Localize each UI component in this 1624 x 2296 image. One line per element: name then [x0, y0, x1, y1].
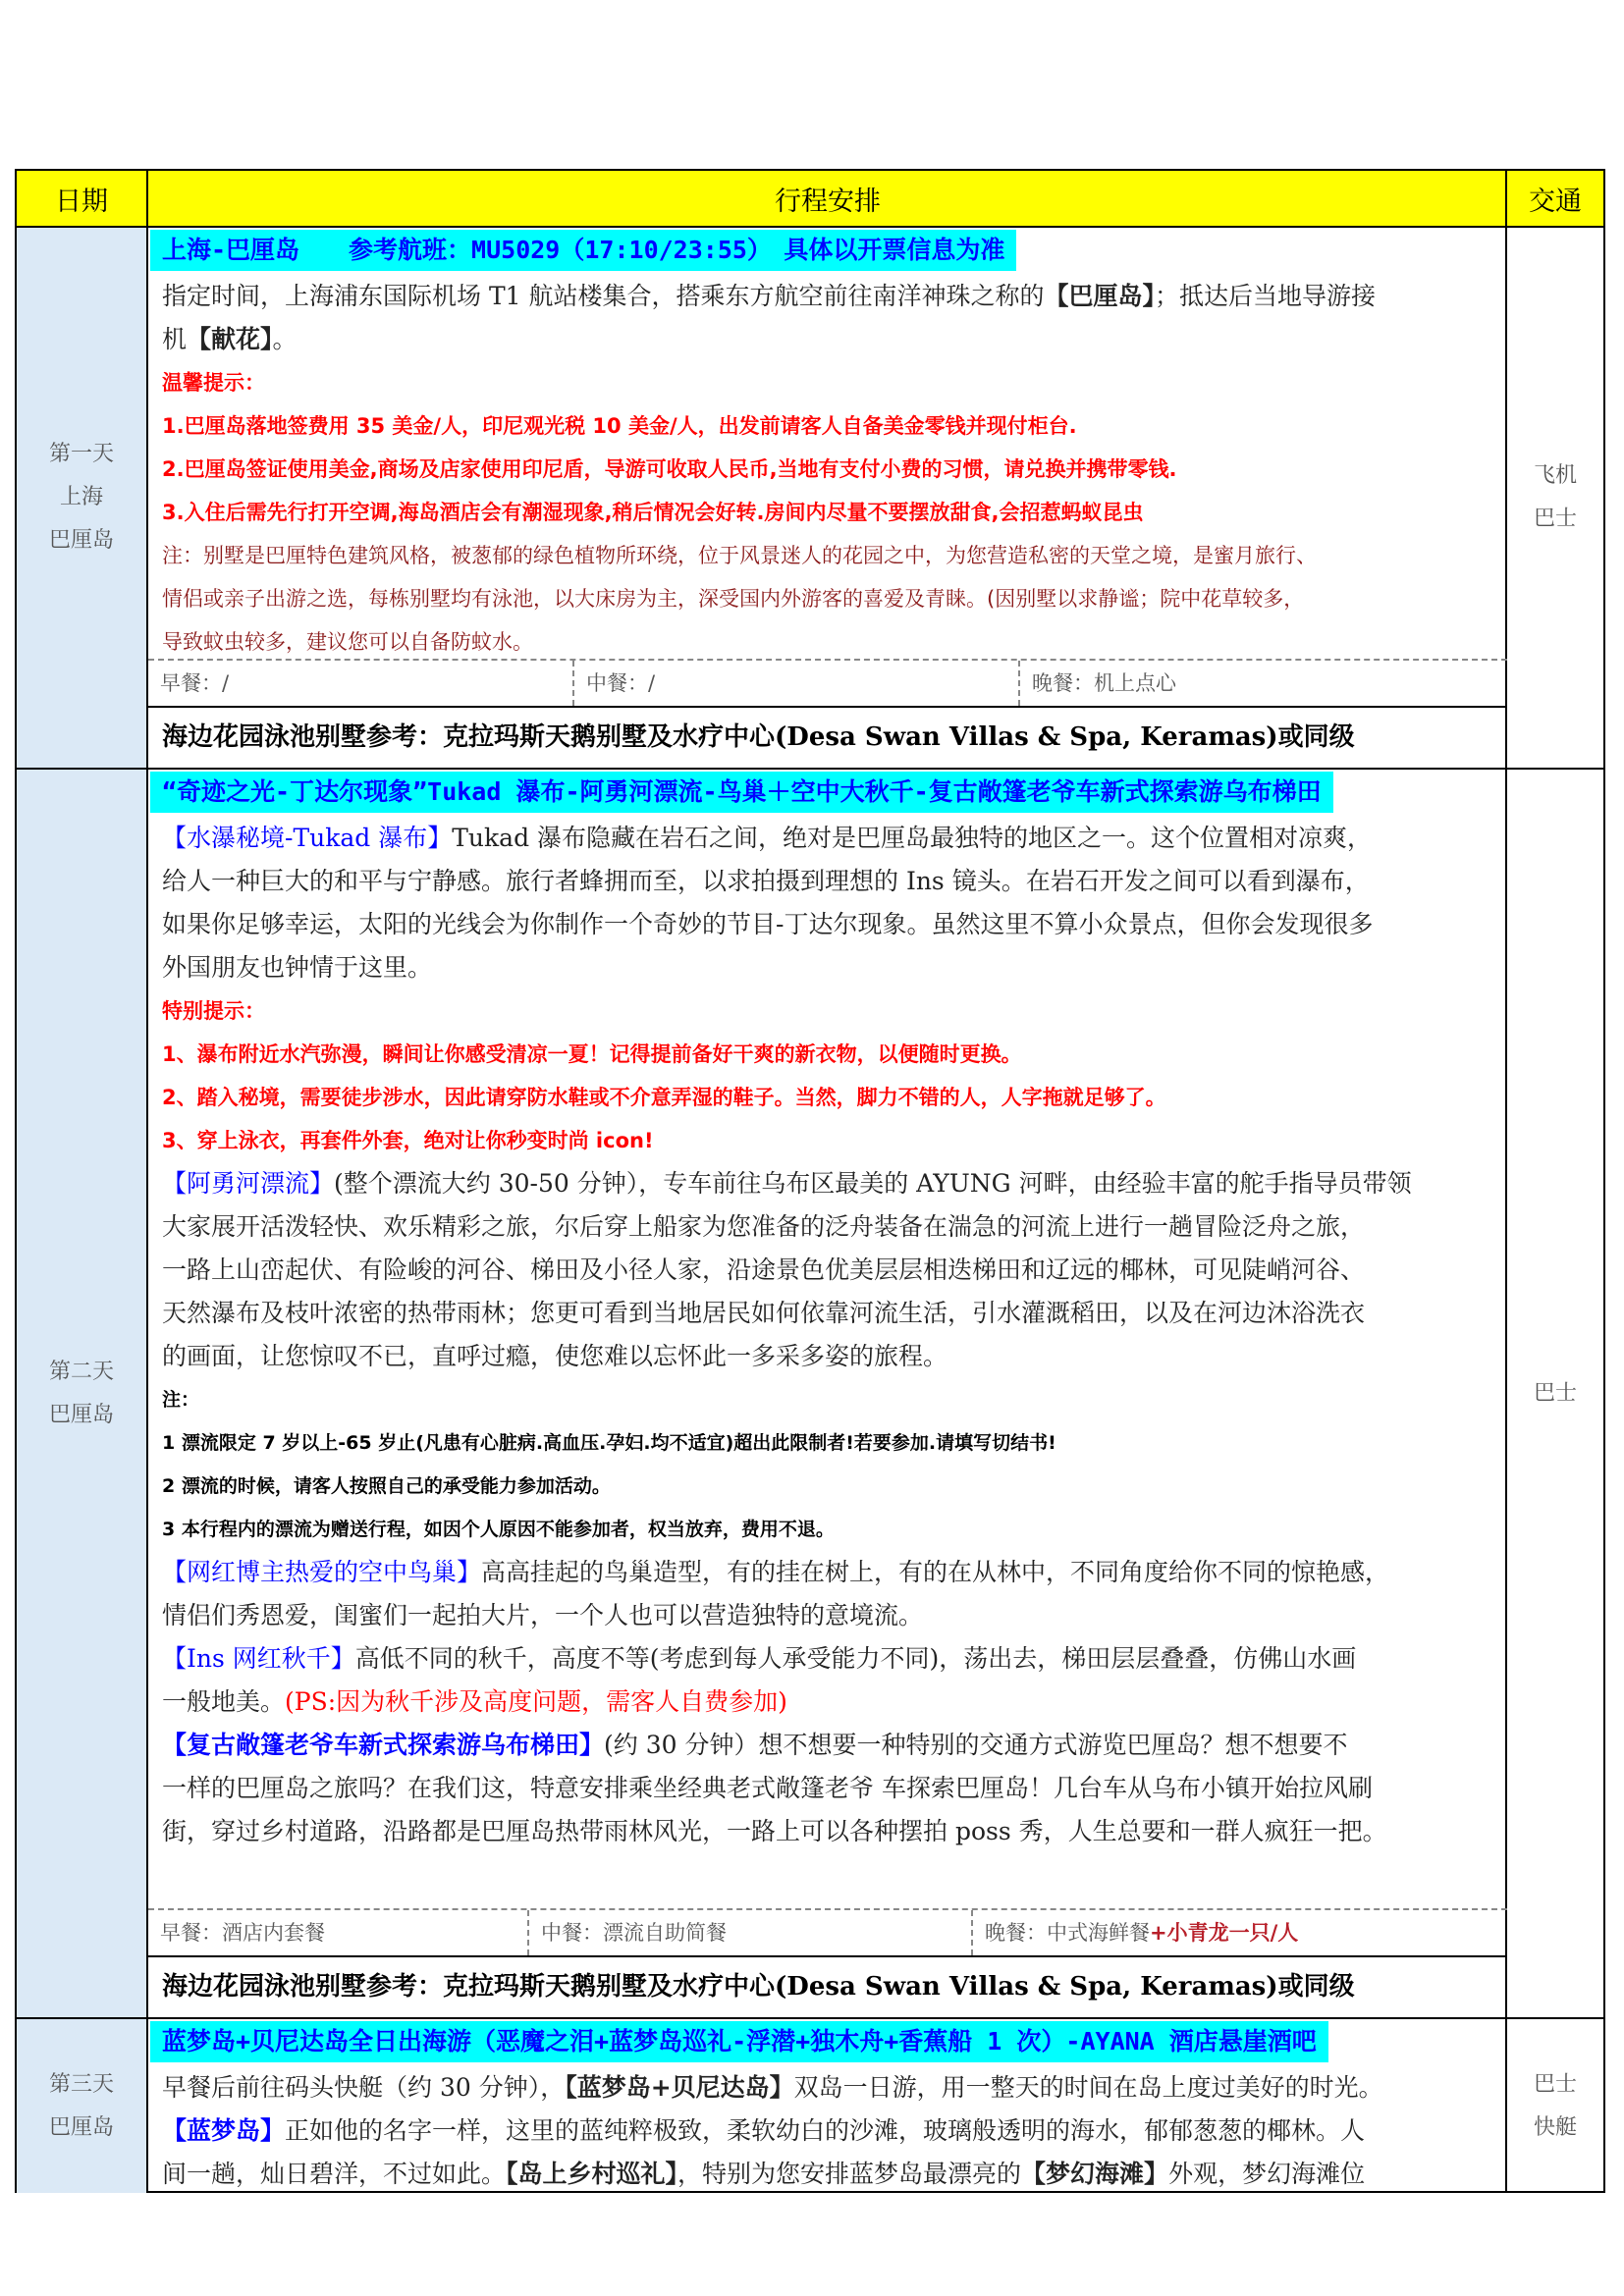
- content-line: 的画面，让您惊叹不已，直呼过瘾，使您难以忘怀此一多采多姿的旅程。: [162, 1342, 948, 1370]
- content-line: 早餐后前往码头快艇（约 30 分钟），【蓝梦岛+贝尼达岛】双岛一日游，用一整天的时间在岛上度过美好的时光。: [162, 2073, 1383, 2102]
- row-divider: [17, 768, 1603, 770]
- special-tip: 2、踏入秘境，需要徒步涉水，因此请穿防水鞋或不介意弄湿的鞋子。当然，脚力不错的人，人字拖就足够了。: [162, 1086, 1166, 1109]
- content-line: 大家展开活泼轻快、欢乐精彩之旅，尔后穿上船家为您准备的泛舟装备在湍急的河流上进行一趟冒险泛舟之旅，: [162, 1212, 1366, 1241]
- note-item: 1 漂流限定 7 岁以上-65 岁止(凡患有心脏病.高血压.孕妇.均不适宜)超出此限制者!若要参加.请填写切结书!: [162, 1432, 1056, 1454]
- transport-item: 巴士: [1533, 507, 1577, 531]
- day1-villa-note: 导致蚊虫较多，建议您可以自备防蚊水。: [162, 630, 533, 654]
- header-date: 日期: [17, 171, 146, 226]
- content-line: 【Ins 网红秋千】高低不同的秋千，高度不等(考虑到每人承受能力不同)，荡出去，梯田层层叠叠，仿佛山水画: [162, 1644, 1357, 1673]
- day3-date-cell: [17, 2019, 146, 2193]
- section-heading: 【阿勇河漂流】: [162, 1169, 335, 1198]
- breakfast: 早餐：酒店内套餐: [160, 1921, 325, 1945]
- special-tip: 3、穿上泳衣，再套件外套，绝对让你秒变时尚 icon!: [162, 1129, 654, 1152]
- itinerary-table: [15, 169, 1605, 2193]
- column-divider: [146, 171, 148, 2191]
- transport-item: 快艇: [1533, 2114, 1577, 2140]
- day3-title: 蓝梦岛+贝尼达岛全日出海游（恶魔之泪+蓝梦岛巡礼-浮潜+独木舟+香蕉船 1 次）-AYANA 酒店悬崖酒吧: [150, 2021, 1328, 2062]
- note-title: 注：: [162, 1389, 200, 1411]
- section-heading: 【网红博主热爱的空中鸟巢】: [162, 1558, 482, 1586]
- content-line: 如果你足够幸运，太阳的光线会为你制作一个奇妙的节目-丁达尔现象。虽然这里不算小众景点，但你会发现很多: [162, 910, 1374, 938]
- dinner: 晚餐：机上点心: [1032, 671, 1176, 695]
- content-line: 情侣们秀恩爱，闺蜜们一起拍大片，一个人也可以营造独特的意境流。: [162, 1601, 924, 1629]
- header-transport: 交通: [1507, 171, 1603, 226]
- content-line: 天然瀑布及枝叶浓密的热带雨林；您更可看到当地居民如何依靠河流生活，引水灌溉稻田，以及在河边沐浴洗衣: [162, 1299, 1366, 1327]
- lunch: 中餐：/: [586, 671, 656, 695]
- content-line: 【水瀑秘境-Tukad 瀑布】Tukad 瀑布隐藏在岩石之间，绝对是巴厘岛最独特的地区之一。这个位置相对凉爽，: [162, 824, 1373, 852]
- day2-title: “奇迹之光-丁达尔现象”Tukad 瀑布-阿勇河漂流-鸟巢＋空中大秋千-复古敞篷老爷车新式探索游乌布梯田: [150, 772, 1333, 813]
- section-heading: 【Ins 网红秋千】: [162, 1644, 355, 1673]
- day1-tip: 3.入住后需先行打开空调,海岛酒店会有潮湿现象,稍后情况会好转.房间内尽量不要摆放甜食,会招惹蚂蚁昆虫: [162, 501, 1144, 524]
- day1-meals-row: [148, 659, 1507, 706]
- special-tips-title: 特别提示：: [162, 999, 265, 1023]
- content-line: 间一趟，灿日碧洋，不过如此。【岛上乡村巡礼】，特别为您安排蓝梦岛最漂亮的【梦幻海滩】外观，梦幻海滩位: [162, 2160, 1366, 2188]
- transport-item: 巴士: [1533, 1380, 1577, 1406]
- day1-hotel: 海边花园泳池别墅参考：克拉玛斯天鹅别墅及水疗中心(Desa Swan Villas & Spa, Keramas)或同级: [162, 722, 1355, 752]
- day1-tip: 2.巴厘岛签证使用美金,商场及店家使用印尼盾，导游可收取人民币,当地有支付小费的习惯，请兑换并携带零钱.: [162, 457, 1177, 481]
- content-line: 【蓝梦岛】正如他的名字一样，这里的蓝纯粹极致，柔软幼白的沙滩，玻璃般透明的海水，郁郁葱葱的椰林。人: [162, 2116, 1366, 2145]
- section-heading: 【水瀑秘境-Tukad 瀑布】: [162, 824, 453, 852]
- day1-villa-note: 注：别墅是巴厘特色建筑风格，被葱郁的绿色植物所环绕，位于风景迷人的花园之中，为您营造私密的天堂之境，是蜜月旅行、: [162, 544, 1317, 567]
- day2-place: 巴厘岛: [48, 1402, 114, 1427]
- content-line: 给人一种巨大的和平与宁静感。旅行者蜂拥而至，以求拍摄到理想的 Ins 镜头。在岩石开发之间可以看到瀑布，: [162, 867, 1370, 895]
- ps-note: (PS:因为秋千涉及高度问题，需客人自费参加): [285, 1687, 787, 1716]
- day1-villa-note: 情侣或亲子出游之选，每栋别墅均有泳池，以大床房为主，深受国内外游客的喜爱及青睐。(因别墅以求静谧；院中花草较多，: [162, 587, 1305, 611]
- day1-to: 巴厘岛: [48, 528, 114, 553]
- day1-paragraph-line: 机【献花】。: [162, 325, 298, 353]
- header-itinerary: 行程安排: [148, 171, 1507, 226]
- content-line: 一般地美。(PS:因为秋千涉及高度问题，需客人自费参加): [162, 1687, 787, 1716]
- dinner: 晚餐：中式海鲜餐+小青龙一只/人: [985, 1921, 1299, 1945]
- day1-title: 上海-巴厘岛 参考航班：MU5029（17:10/23:55） 具体以开票信息为准: [150, 230, 1016, 271]
- day2-date-cell: [17, 770, 146, 2017]
- content-line: 一样的巴厘岛之旅吗？在我们这，特意安排乘坐经典老式敞篷老爷 车探索巴厘岛！几台车从乌布小镇开始拉风刷: [162, 1774, 1373, 1802]
- day1-tips-title: 温馨提示：: [162, 371, 265, 395]
- day2-hotel: 海边花园泳池别墅参考：克拉玛斯天鹅别墅及水疗中心(Desa Swan Villas & Spa, Keramas)或同级: [162, 1972, 1355, 2002]
- day3-transport-cell: [1507, 2019, 1603, 2193]
- day2-label: 第二天: [48, 1359, 114, 1384]
- special-tip: 1、瀑布附近水汽弥漫，瞬间让你感受清凉一夏！记得提前备好干爽的新衣物，以便随时更换。: [162, 1042, 1022, 1066]
- transport-item: 飞机: [1533, 463, 1577, 488]
- day1-label: 第一天: [48, 442, 114, 466]
- day1-from: 上海: [59, 485, 103, 509]
- note-item: 2 漂流的时候，请客人按照自己的承受能力参加活动。: [162, 1475, 611, 1497]
- section-heading: 【复古敞篷老爷车新式探索游乌布梯田】: [162, 1731, 605, 1759]
- day3-content: [162, 2066, 1519, 2196]
- breakfast: 早餐：/: [160, 671, 230, 695]
- transport-item: 巴士: [1533, 2071, 1577, 2097]
- day2-content: [162, 817, 1519, 1853]
- row-divider: [17, 2017, 1603, 2019]
- content-line: 【阿勇河漂流】(整个漂流大约 30-50 分钟），专车前往乌布区最美的 AYUNG 河畔，由经验丰富的舵手指导员带领: [162, 1169, 1412, 1198]
- day1-paragraph-line: 指定时间，上海浦东国际机场 T1 航站楼集合，搭乘东方航空前往南洋神珠之称的【巴厘岛】；抵达后当地导游接: [162, 282, 1377, 310]
- section-heading: 【蓝梦岛】: [162, 2116, 286, 2145]
- content-line: 【网红博主热爱的空中鸟巢】高高挂起的鸟巢造型，有的挂在树上，有的在从林中，不同角度给你不同的惊艳感，: [162, 1558, 1390, 1586]
- content-line: 街，穿过乡村道路，沿路都是巴厘岛热带雨林风光，一路上可以各种摆拍 poss 秀，人生总要和一群人疯狂一把。: [162, 1817, 1387, 1845]
- day1-content: [162, 275, 1519, 664]
- row-divider: [17, 226, 1603, 228]
- day3-label: 第三天: [48, 2071, 114, 2097]
- day2-transport-cell: [1507, 770, 1603, 2017]
- day2-meals-row: [148, 1908, 1507, 1955]
- day1-date-cell: [17, 228, 146, 768]
- day1-transport-cell: [1507, 228, 1603, 768]
- note-item: 3 本行程内的漂流为赠送行程，如因个人原因不能参加者，权当放弃，费用不退。: [162, 1519, 835, 1540]
- day1-tip: 1.巴厘岛落地签费用 35 美金/人，印尼观光税 10 美金/人，出发前请客人自备美金零钱并现付柜台.: [162, 414, 1077, 438]
- content-line: 一路上山峦起伏、有险峻的河谷、梯田及小径人家，沿途景色优美层层相迭梯田和辽远的椰林，可见陡峭河谷、: [162, 1255, 1366, 1284]
- content-line: 外国朋友也钟情于这里。: [162, 953, 433, 982]
- day3-place: 巴厘岛: [48, 2114, 114, 2140]
- content-line: 【复古敞篷老爷车新式探索游乌布梯田】(约 30 分钟）想不想要一种特别的交通方式游览巴厘岛？想不想要不: [162, 1731, 1348, 1759]
- lunch: 中餐：漂流自助简餐: [541, 1921, 727, 1945]
